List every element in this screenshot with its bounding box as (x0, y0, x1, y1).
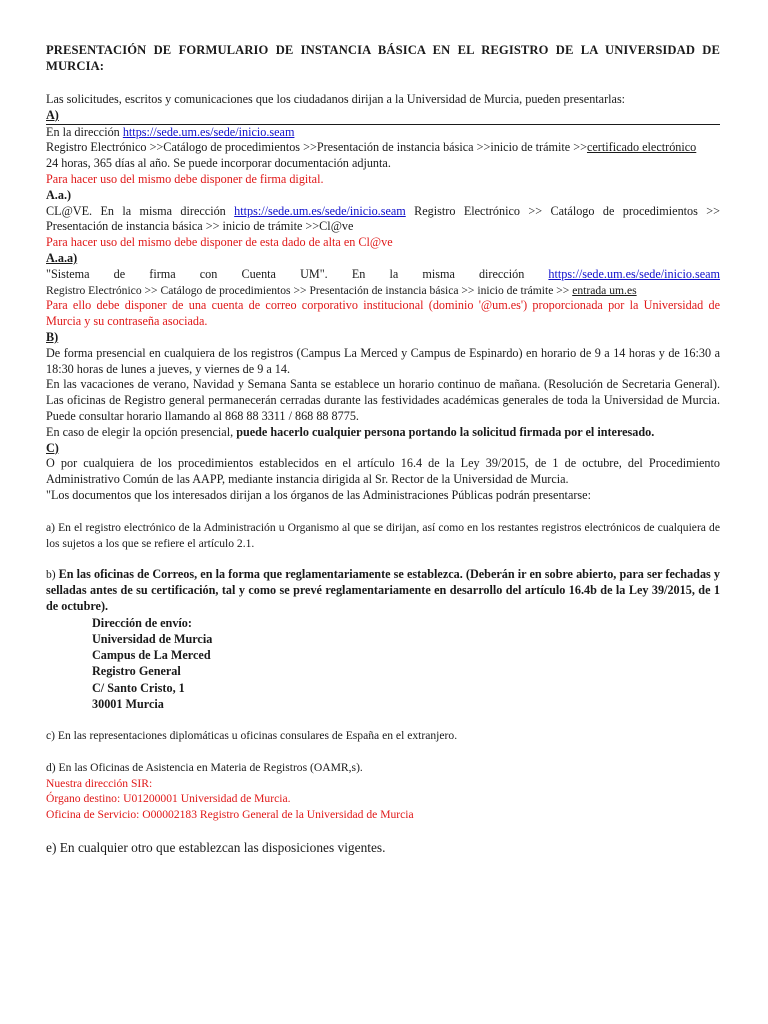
section-c-p2: "Los documentos que los interesados dirijan a los órganos de las Administraciones Públicas podrán presentarse: (46, 487, 591, 502)
entrada-um-link[interactable]: entrada um.es (572, 283, 637, 297)
option-b (46, 567, 720, 614)
certificado-electronico-link[interactable]: certificado electrónico (586, 140, 697, 155)
sir-address-label: Nuestra dirección SIR: (46, 776, 153, 790)
section-b-heading: B) (46, 329, 59, 344)
address-line: Universidad de Murcia (92, 631, 213, 646)
sede-link-aaa[interactable]: https://sede.um.es/sede/inicio.seam (548, 266, 721, 281)
address-line: Dirección de envío: (92, 615, 192, 630)
section-aaa-line2 (46, 283, 720, 299)
option-b-text: En las oficinas de Correos, en la forma que reglamentariamente se establezca. (Deberán ir en sobre abierto, para ser fechadas y selladas antes de su certificación, tal y como se prevé reglamentariamente en desarrollo del artículo 16.4b de la Ley 39/2015, de 1 de octubre). (46, 567, 720, 613)
section-b-p1: De forma presencial en cualquiera de los registros (Campus La Merced y Campus de Espinardo) en horario de 9 a 14 horas y de 16:30 a 18:30 horas de lunes a jueves, y viernes de 9 a 14. (46, 345, 720, 376)
section-b-p3-bold: puede hacerlo cualquier persona portando la solicitud firmada por el interesado. (236, 424, 655, 439)
oficina-servicio: Oficina de Servicio: O00002183 Registro General de la Universidad de Murcia (46, 808, 414, 822)
address-line: 30001 Murcia (92, 696, 164, 711)
section-a-path-text: Registro Electrónico >>Catálogo de procedimientos >>Presentación de instancia básica >>inicio de trámite >> (46, 140, 587, 155)
section-b-p3-text: En caso de elegir la opción presencial, (46, 424, 237, 439)
sede-link-aa[interactable]: https://sede.um.es/sede/inicio.seam (234, 203, 406, 218)
section-a-path (46, 140, 720, 156)
section-aaa-heading: A.a.a) (46, 250, 78, 265)
section-b-p2: En las vacaciones de verano, Navidad y Semana Santa se establece un horario continuo de mañana. (Resolución de Secretaria General). Las oficinas de Registro general permanecerán cerradas durante las festividades académicas generales de toda la Universidad de Murcia. Puede consultar horario llamando al 868 88 3311 / 868 88 8775. (46, 377, 720, 423)
document-title: PRESENTACIÓN DE FORMULARIO DE INSTANCIA BÁSICA EN EL REGISTRO DE LA UNIVERSIDAD DE MURCIA: (46, 43, 720, 73)
section-aaa-line2-text: Registro Electrónico >> Catálogo de procedimientos >> Presentación de instancia básica >> inicio de trámite >> (46, 283, 573, 297)
section-aaa-line1 (46, 267, 720, 283)
option-c: c) En las representaciones diplomáticas u oficinas consulares de España en el extranjero. (46, 728, 458, 742)
section-aa-text-before: CL@VE. En la misma dirección (46, 203, 235, 218)
sede-link-a[interactable]: https://sede.um.es/sede/inicio.seam (122, 124, 295, 139)
section-aa-text (46, 204, 720, 236)
section-a-address (46, 125, 720, 141)
address-line: Registro General (92, 664, 181, 679)
section-aaa-line1-text: "Sistema de firma con Cuenta UM". En la misma dirección (46, 266, 525, 281)
option-d: d) En las Oficinas de Asistencia en Materia de Registros (OAMR,s). (46, 760, 363, 774)
section-aa-text-after: Registro Electrónico >> Catálogo de procedimientos >> Presentación de instancia básica >> inicio de trámite >>Cl@ve (46, 203, 721, 234)
intro-paragraph: Las solicitudes, escritos y comunicaciones que los ciudadanos dirijan a la Universidad de Murcia, pueden presentarlas: (46, 92, 626, 106)
organo-destino: Órgano destino: U01200001 Universidad de Murcia. (46, 792, 291, 806)
postal-address (92, 615, 720, 712)
section-a-address-label: En la dirección (46, 124, 123, 139)
section-a-hours: 24 horas, 365 días al año. Se puede incorporar documentación adjunta. (46, 156, 391, 171)
section-c-p1: O por cualquiera de los procedimientos establecidos en el artículo 16.4 de la Ley 39/2015, de 1 de octubre, del Procedimiento Administrativo Común de las AAPP, mediante instancia dirigida al Sr. Rector de la Universidad de Murcia. (46, 456, 720, 487)
section-a-note: Para hacer uso del mismo debe disponer de firma digital. (46, 171, 324, 186)
option-a: a) En el registro electrónico de la Administración u Organismo al que se dirijan, así como en los restantes registros electrónicos de cualquiera de los sujetos a los que se refiere el artículo 2.1. (46, 520, 720, 550)
section-aaa-note: Para ello debe disponer de una cuenta de correo corporativo institucional (dominio '@um.es') proporcionada por la Universidad de Murcia y su contraseña asociada. (46, 298, 720, 329)
section-aa-heading: A.a.) (46, 187, 72, 202)
address-line: Campus de La Merced (92, 648, 211, 663)
section-b-p3 (46, 425, 720, 441)
section-a-heading: A) (46, 108, 720, 125)
option-b-prefix: b) (46, 568, 59, 582)
option-e: e) En cualquier otro que establezcan las disposiciones vigentes. (46, 839, 386, 855)
section-aa-note: Para hacer uso del mismo debe disponer de esta dado de alta en Cl@ve (46, 235, 393, 250)
section-c-heading: C) (46, 440, 59, 455)
address-line: C/ Santo Cristo, 1 (92, 680, 185, 695)
